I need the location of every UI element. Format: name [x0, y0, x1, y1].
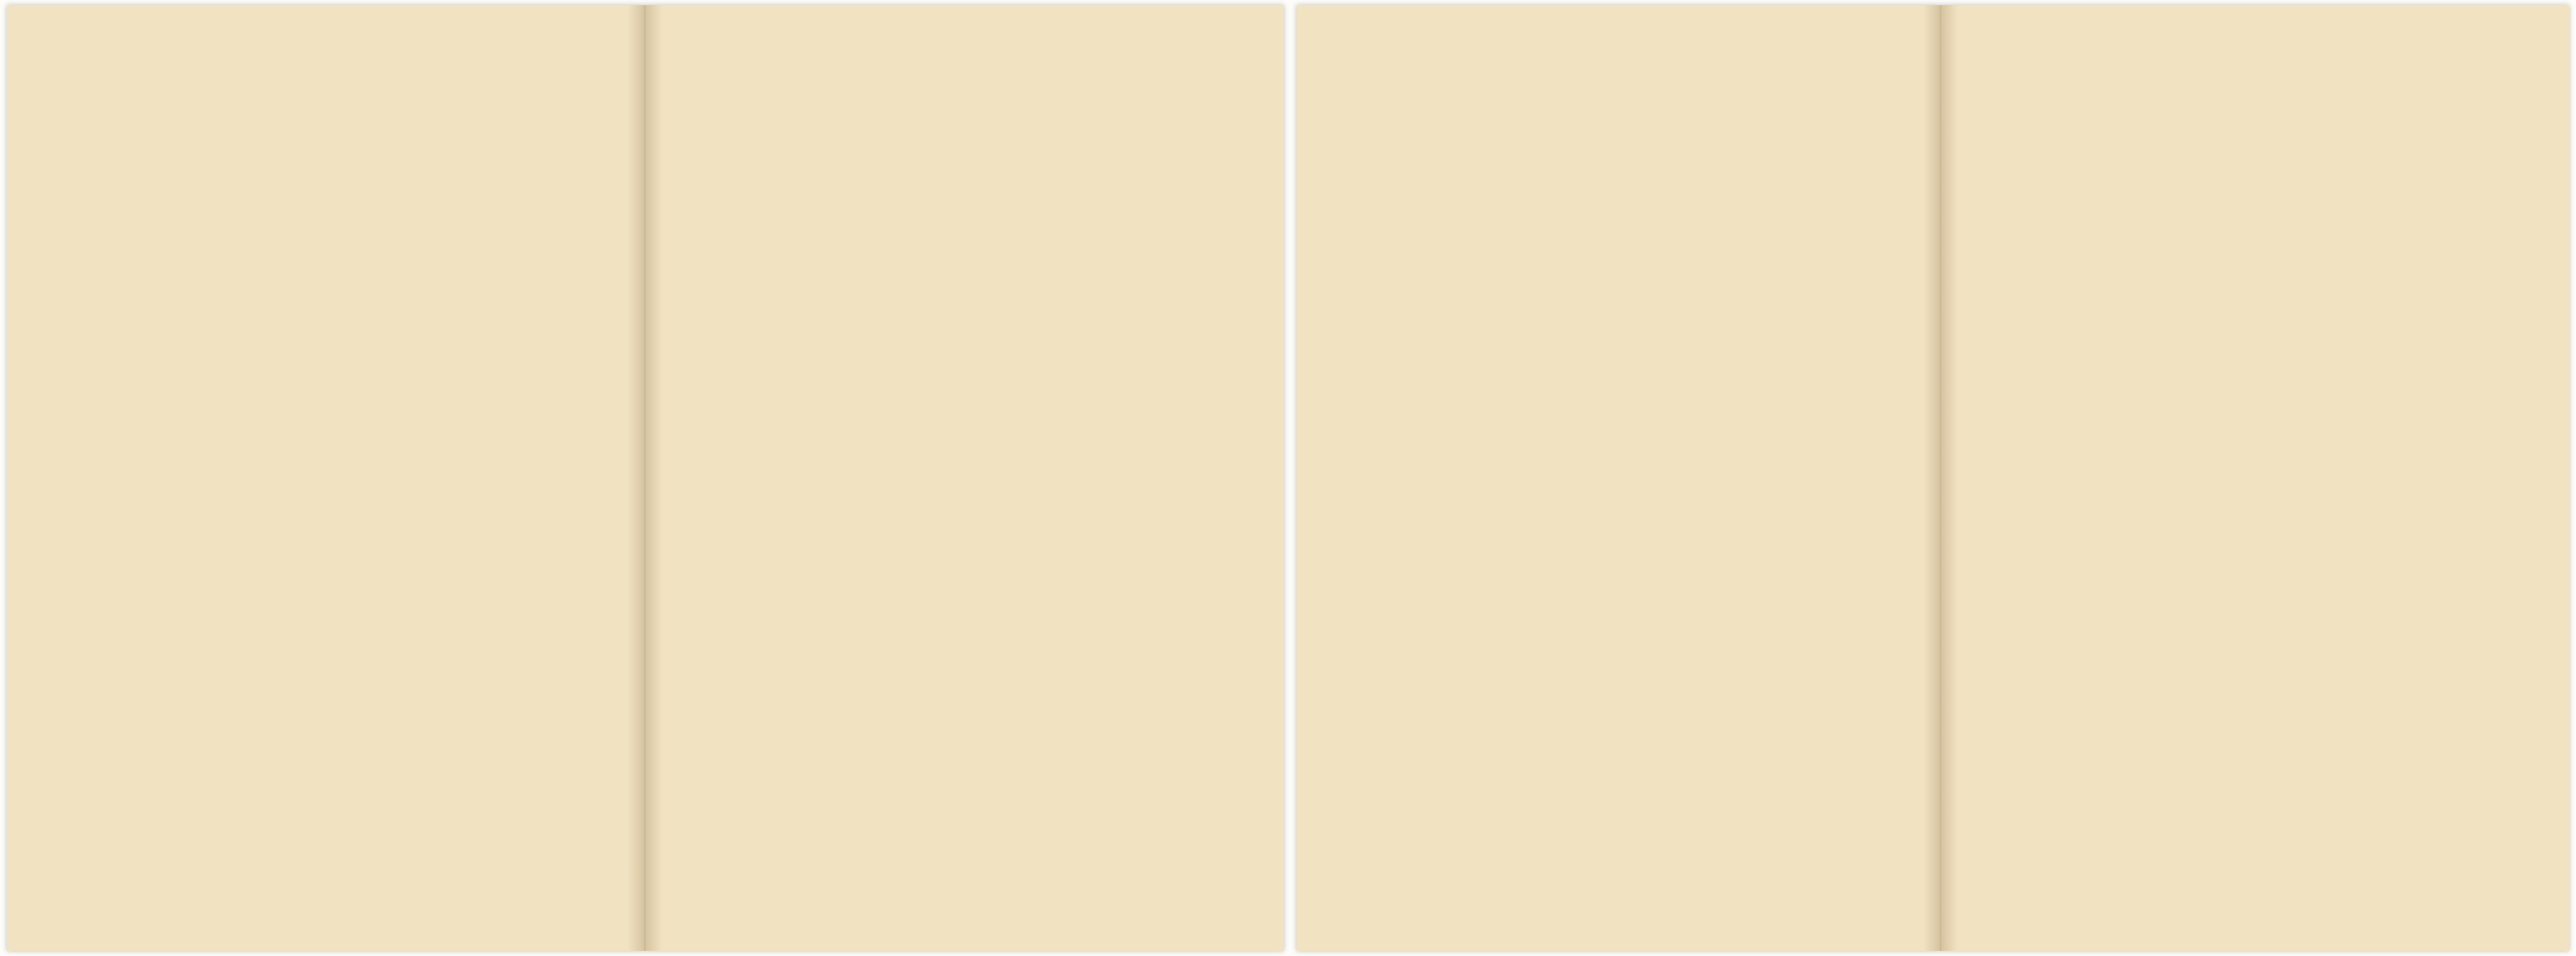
page-619 [677, 74, 1235, 933]
book-spread-left [7, 5, 1284, 951]
book-gutter [1923, 5, 1958, 951]
page-618 [58, 74, 608, 933]
book-gutter [628, 5, 662, 951]
page-620 [1340, 74, 1898, 933]
page-621 [1975, 74, 2524, 933]
book-spread-right [1297, 5, 2569, 951]
